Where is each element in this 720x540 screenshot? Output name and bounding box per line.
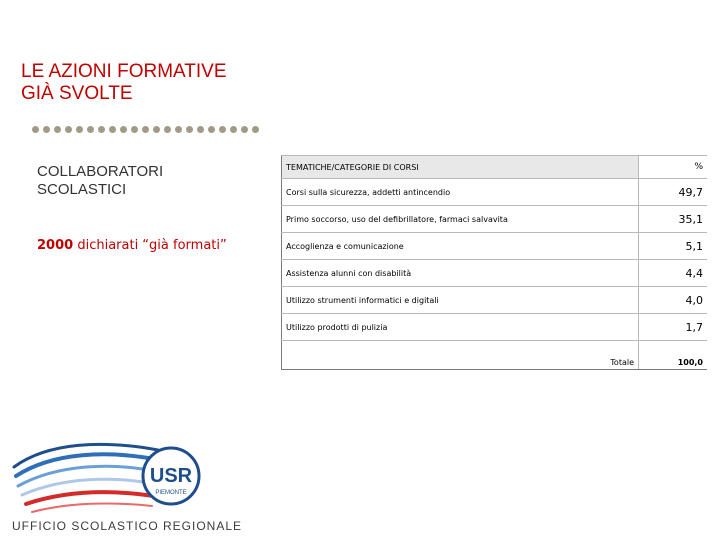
row-label: Accoglienza e comunicazione bbox=[282, 233, 639, 260]
collaboratori-label bbox=[37, 163, 163, 199]
title-line-2: GIÀ SVOLTE bbox=[21, 83, 133, 104]
title-line-1: LE AZIONI FORMATIVE bbox=[21, 61, 227, 82]
row-pct: 1,7 bbox=[639, 314, 708, 341]
table-row bbox=[282, 179, 708, 206]
header-pct: % bbox=[639, 156, 708, 179]
trained-count bbox=[37, 238, 227, 253]
logo-usr-text: USR bbox=[149, 465, 193, 487]
page-title bbox=[21, 61, 227, 105]
count-number: 2000 bbox=[37, 238, 74, 253]
table-row bbox=[282, 233, 708, 260]
collab-line-2: SCOLASTICI bbox=[37, 181, 127, 198]
row-label: Primo soccorso, uso del defibrillatore, farmaci salvavita bbox=[282, 206, 639, 233]
row-pct: 49,7 bbox=[639, 179, 708, 206]
table-row bbox=[282, 206, 708, 233]
row-pct: 4,0 bbox=[639, 287, 708, 314]
header-label: TEMATICHE/CATEGORIE DI CORSI bbox=[282, 156, 639, 179]
total-label: Totale bbox=[282, 341, 639, 370]
dotted-divider bbox=[32, 126, 259, 133]
row-label: Corsi sulla sicurezza, addetti antincendio bbox=[282, 179, 639, 206]
table-row bbox=[282, 287, 708, 314]
courses-table bbox=[281, 155, 707, 370]
logo-caption: UFFICIO SCOLASTICO REGIONALE bbox=[12, 519, 243, 533]
row-pct: 5,1 bbox=[639, 233, 708, 260]
row-label: Utilizzo prodotti di pulizia bbox=[282, 314, 639, 341]
table-row bbox=[282, 260, 708, 287]
row-label: Utilizzo strumenti informatici e digitali bbox=[282, 287, 639, 314]
table-total-row bbox=[282, 341, 708, 370]
row-pct: 4,4 bbox=[639, 260, 708, 287]
row-pct: 35,1 bbox=[639, 206, 708, 233]
collab-line-1: COLLABORATORI bbox=[37, 163, 164, 180]
count-text: dichiarati “già formati” bbox=[77, 238, 227, 253]
table-row bbox=[282, 314, 708, 341]
logo-piemonte-text: PIEMONTE bbox=[155, 490, 187, 496]
table-header-row bbox=[282, 156, 708, 179]
row-label: Assistenza alunni con disabilità bbox=[282, 260, 639, 287]
total-pct: 100,0 bbox=[639, 341, 708, 370]
